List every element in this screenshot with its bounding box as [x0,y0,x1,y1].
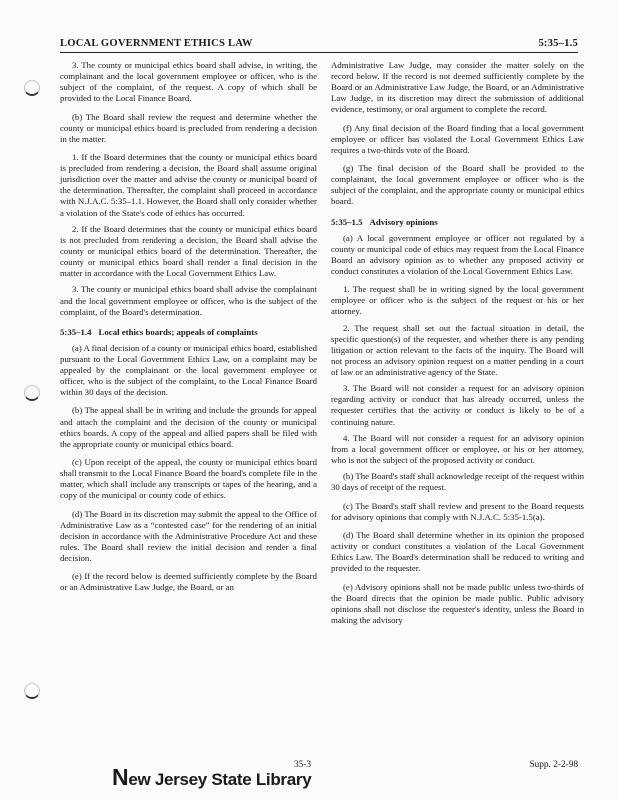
paragraph: Administrative Law Judge, may consider the matter solely on the record below. If the record is not deemed sufficiently complete by the Board or an Administrative Law Judge, the Board, or an Administrative Law Judge, in its discretion may direct the submission of additional evidence, testimony, or oral argument to complete the record. [331,60,584,115]
paragraph: (f) Any final decision of the Board finding that a local government employee or officer has violated the Local Government Ethics Law requires a two-thirds vote of the Board. [331,122,584,155]
punch-hole-icon [24,683,40,699]
section-number: 5:35–1.4 [60,326,92,337]
section-number: 5:35–1.5 [331,216,363,227]
paragraph: (b) The appeal shall be in writing and include the grounds for appeal and attach the complaint and the decision of the county or municipal ethics boards. A copy of the appeal and allied papers shall be filed with the appropriate county or municipal ethics board. [60,405,317,449]
paragraph: (a) A final decision of a county or municipal ethics board, established pursuant to the Local Government Ethics Law, on a complaint may be appealed by the complainant or the local government employee or officer, who is the subject of the complaint, to the Local Finance Board within 30 days of the decision. [60,342,317,398]
supplement-date: Supp. 2-2-98 [529,760,578,770]
section-title: Local ethics boards; appeals of complaints [98,326,258,337]
section-title: Advisory opinions [369,216,438,227]
paragraph: (e) Advisory opinions shall not be made public unless two-thirds of the Board directs that the opinion be made public. Public advisory opinions shall not disclose the requester's identity, unless the Board in making the advisory [331,581,584,625]
punch-hole-icon [24,385,40,401]
paragraph: 3. The county or municipal ethics board shall advise, in writing, the complainant and the local government employee or officer, who is the subject of the complaint, of the request. A copy of which shall be provided to the Local Finance Board. [60,60,317,104]
paragraph: 3. The Board will not consider a request for an advisory opinion regarding activity or conduct that has already occurred, unless the requester certifies that the activity or conduct is likely to be of a continuing nature. [331,383,584,427]
punch-hole-icon [24,80,40,96]
page-number: 35-3 [294,760,312,770]
paragraph: 1. The request shall be in writing signed by the local government employee or officer who is the subject of the request or his or her attorney. [331,284,584,317]
paragraph: 1. If the Board determines that the county or municipal ethics board is precluded from rendering a decision, the Board shall assume original jurisdiction over the matter and advise the county or municipal board of the determination. Thereafter, the complaint shall proceed in accordance with N.J.A.C. 5:35–1.1. However, the Board shall only consider whether a violation of the State's code of ethics has occurred. [60,152,317,218]
paragraph: 4. The Board will not consider a request for an advisory opinion from a local government officer or employee, or his or her attorney, who is not the subject of the proposed activity or conduct. [331,432,584,466]
library-stamp-text: ew Jersey State Library [128,770,312,789]
header-section: 5:35–1.5 [538,38,578,49]
library-stamp [112,764,311,791]
paragraph: (b) The Board's staff shall acknowledge receipt of the request within 30 days of receipt of the request. [331,471,584,493]
paragraph: (c) Upon receipt of the appeal, the county or municipal ethics board shall transmit to the Local Finance Board the board's complete file in the matter, which shall include any transcripts or tapes of the hearing, and a copy of the municipal or county code of ethics. [60,457,317,501]
paragraph: (g) The final decision of the Board shall be provided to the complainant, the local government employee or officer who is the subject of the complaint, and the appropriate county or municipal ethics board. [331,163,584,207]
library-stamp-initial: N [112,764,129,790]
paragraph: 3. The county or municipal ethics board shall advise the complainant and the local government employee or officer, who is the subject of the complaint, of the Board's determination. [60,284,317,317]
paragraph: (d) The Board in its discretion may submit the appeal to the Office of Administrative Law as a “contested case” for the rendering of an initial decision in accordance with the Administrative Procedure Act and these rules. The Board shall review the initial decision and render a final decision. [60,508,317,563]
running-header [60,38,578,49]
paragraph: 2. If the Board determines that the county or municipal ethics board is not precluded from rendering a decision, the Board shall advise the county or municipal ethics board of the determination. Thereafter, the county or municipal ethics board shall render a final decision in the matter in accordance with the Local Government Ethics Law. [60,223,317,279]
paragraph: (e) If the record below is deemed sufficiently complete by the Board or an Administrative Law Judge, the Board, or an [60,571,317,593]
paragraph: (a) A local government employee or officer not regulated by a county or municipal code of ethics may request from the Local Finance Board an advisory opinion as to whether any proposed activity or conduct constitutes a violation of the Local Government Ethics Law. [331,232,584,276]
paragraph: (c) The Board's staff shall review and present to the Board requests for advisory opinions that comply with N.J.A.C. 5:35-1.5(a). [331,500,584,522]
right-column [331,60,584,633]
paragraph: (b) The Board shall review the request and determine whether the county or municipal ethics board is precluded from rendering a decision in the matter. [60,111,317,144]
paragraph: (d) The Board shall determine whether in its opinion the proposed activity or conduct constitutes a violation of the Local Government Ethics Law. The Board's determination shall be reduced to writing and provided to the requester. [331,530,584,574]
left-column [60,60,317,601]
section-heading [60,327,317,338]
paragraph: 2. The request shall set out the factual situation in detail, the specific question(s) of the requester, and whether there is any pending litigation or action relevant to the facts of the inquiry. The Board will not process an advisory opinion request on a matter pending in a court of law or an administrative agency of the State. [331,322,584,377]
header-title: LOCAL GOVERNMENT ETHICS LAW [60,38,253,49]
header-rule [60,52,578,53]
section-heading [331,217,584,228]
